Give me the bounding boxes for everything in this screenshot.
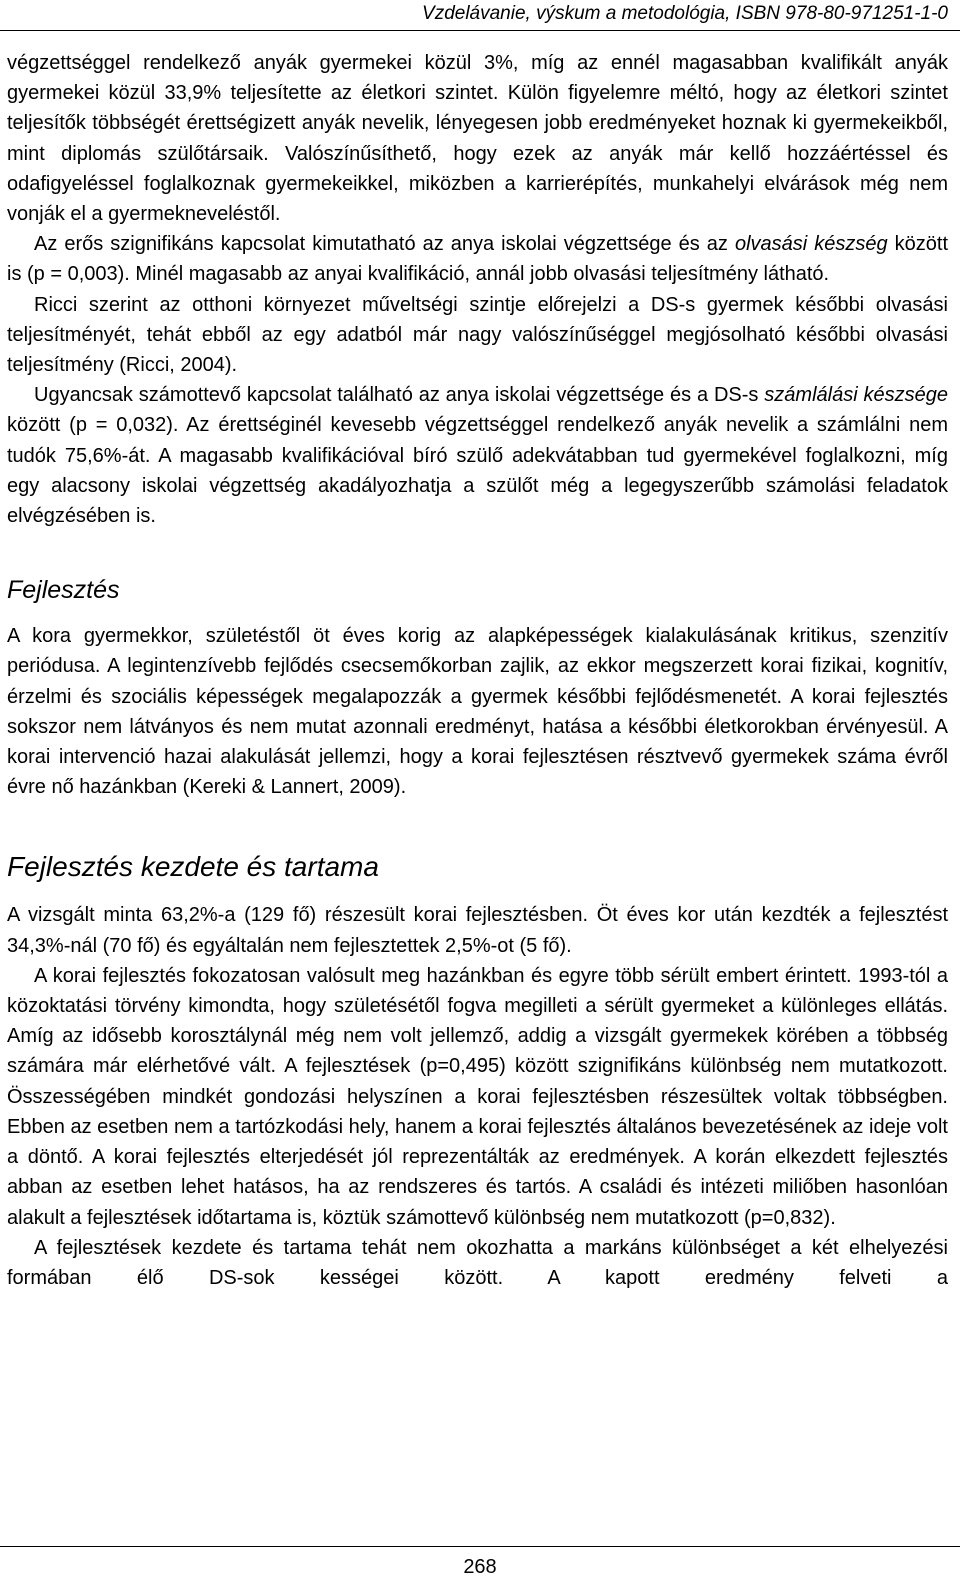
emphasis-term: olvasási készség (734, 233, 888, 256)
page-body (7, 48, 948, 1293)
body-paragraph: A vizsgált minta 63,2%-a (129 fő) részesült korai fejlesztésben. Öt éves kor után kezdték a fejlesztést 34,3%-nál (70 fő) és egyáltalán nem fejlesztettek 2,5%-ot (5 fő). (7, 904, 948, 957)
body-paragraph: Az erős szignifikáns kapcsolat kimutatható az anya iskolai végzettsége és az olvasási készség között is (p = 0,003). Minél magasabb az anyai kvalifikáció, annál jobb olvasási teljesítmény látható. (7, 233, 948, 286)
section-heading: Fejlesztés kezdete és tartama (7, 851, 379, 883)
section-heading: Fejlesztés (7, 576, 120, 605)
body-paragraph: Ricci szerint az otthoni környezet műveltségi szintje előrejelzi a DS-s gyermek későbbi olvasási teljesítményét, tehát ebből az egy adatból már nagy valószínűséggel megjósolható későbbi olvasási teljesítmény (Ricci, 2004). (7, 293, 948, 377)
page-number: 268 (463, 1556, 497, 1578)
emphasis-term: számlálási készsége (764, 384, 948, 407)
running-header (0, 0, 960, 31)
footer-rule (0, 1546, 960, 1547)
body-paragraph: A korai fejlesztés fokozatosan valósult meg hazánkban és egyre több sérült embert érintett. 1993-tól a közoktatási törvény kimondta, hogy születésétől fogva megilleti a sérült gyermeket a különleges ellátás. Amíg az idősebb korosztálynál még nem volt jellemző, addig a vizsgált gyermekek körében a többség számára már elérhetővé vált. A fejlesztések (p=0,495) között szignifikáns különbség nem mutatkozott. Összességében mindkét gondozási helyszínen a korai fejlesztésben részesültek voltak többségben. Ebben az esetben nem a tartózkodási hely, hanem a korai fejlesztés általános bevezetésének az ideje volt a döntő. A korai fejlesztés elterjedését jól reprezentálták az eredmények. A korán elkezdett fejlesztés abban az esetben lehet hatásos, ha az rendszeres és tartós. A családi és intézeti miliőben hasonlóan alakult a fejlesztések időtartama is, köztük számottevő különbség nem mutatkozott (p=0,832). (7, 964, 948, 1229)
body-paragraph: A kora gyermekkor, születéstől öt éves korig az alapképességek kialakulásának kritikus, szenzitív periódusa. A legintenzívebb fejlődés csecsemőkorban zajlik, az ekkor megszerzett korai fizikai, kognitív, érzelmi és szociális képességek megalapozzák a gyermek későbbi fejlődésmenetét. A korai fejlesztés sokszor nem látványos és nem mutat azonnali eredményt, hatása a későbbi életkorokban érvényesül. A korai intervenció hazai alakulását jellemzi, hogy a korai fejlesztésen résztvevő gyermekek száma évről évre nő hazánkban (Kereki & Lannert, 2009). (7, 625, 948, 799)
running-title: Vzdelávanie, výskum a metodológia, ISBN 978-80-971251-1-0 (422, 3, 948, 24)
body-paragraph: A fejlesztések kezdete és tartama tehát nem okozhatta a markáns különbséget a két elhelyezési formában élő DS-sok kességei között. A kapott eredmény felveti a (7, 1236, 948, 1289)
body-paragraph: Ugyancsak számottevő kapcsolat található az anya iskolai végzettsége és a DS-s számlálási készsége között (p = 0,032). Az érettséginél kevesebb végzettséggel rendelkező anyák nevelik a számlálni nem tudók 75,6%-át. A magasabb kvalifikációval bíró szülő adekvátabban tud gyermekével foglalkozni, míg egy alacsony iskolai végzettség akadályozhatja a szülőt még a legegyszerűbb számolási feladatok elvégzésében is. (7, 384, 948, 528)
body-paragraph: végzettséggel rendelkező anyák gyermekei közül 3%, míg az ennél magasabban kvalifikált anyák gyermekei közül 33,9% teljesítette az életkori szintet. Külön figyelemre méltó, hogy az életkori szintet teljesítők többségét érettségizett anyák nevelik, lényegesen jobb eredményeket hoznak ki gyermekeikből, mint diplomás szülőtársaik. Valószínűsíthető, hogy ezek az anyák már kellő hozzáértéssel és odafigyeléssel foglalkoznak gyermekeikkel, miközben a karrierépítés, munkahelyi elvárások még nem vonják el a gyermekneveléstől. (7, 52, 948, 226)
